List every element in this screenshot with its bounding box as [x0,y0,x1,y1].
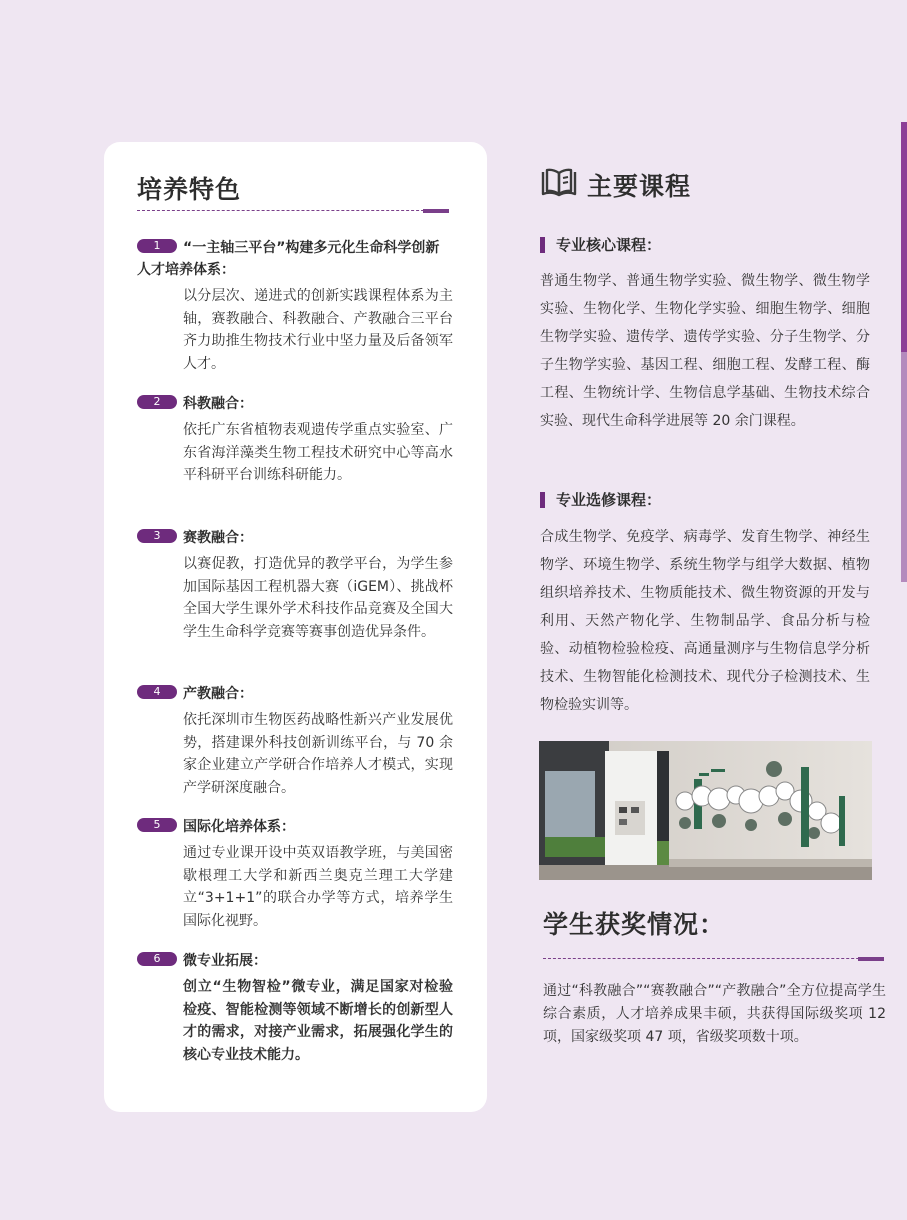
feature-title: 科教融合： [183,396,253,412]
feature-item-1 [137,237,453,375]
feature-body: 以赛促教，打造优异的教学平台，为学生参加国际基因工程机器大赛（iGEM）、挑战杯全国大学生课外学术科技作品竞赛及全国大学生生命科学竞赛等赛事创造优异条件。 [183,556,453,640]
features-title: 培养特色 [137,175,242,204]
feature-title: 国际化培养体系： [183,819,295,835]
feature-number-badge: 1 [137,239,177,253]
edge-accent-bar-top [901,122,907,352]
feature-title: 微专业拓展： [183,953,267,969]
feature-number-badge: 6 [137,952,177,966]
feature-number-badge: 2 [137,395,177,409]
feature-number-badge: 5 [137,818,177,832]
exhibition-hall-photo [539,741,872,880]
edge-accent-bar-bottom [901,352,907,582]
awards-text: 通过“科教融合”“赛教融合”“产教融合”全方位提高学生综合素质，人才培养成果丰硕，共获得国际级奖项 12 项，国家级奖项 47 项，省级奖项数十项。 [543,983,886,1045]
feature-item-5 [137,816,453,932]
feature-number-badge: 3 [137,529,177,543]
elective-courses-heading: 专业选修课程： [540,490,661,510]
awards-title-divider [543,958,884,962]
feature-body: 依托广东省植物表观遗传学重点实验室、广东省海洋藻类生物工程技术研究中心等高水平科研平台训练科研能力。 [183,422,453,483]
core-courses-heading: 专业核心课程： [540,235,661,255]
feature-body: 以分层次、递进式的创新实践课程体系为主轴，赛教融合、科教融合、产教融合三平台齐力助推生物技术行业中坚力量及后备领军人才。 [183,288,453,372]
feature-title: 产教融合： [183,686,253,702]
book-icon [540,167,578,199]
features-card [104,142,487,1112]
exhibition-hall-illustration [539,741,872,880]
feature-title: 赛教融合： [183,530,253,546]
feature-item-6 [137,950,453,1066]
feature-body: 通过专业课开设中英双语教学班，与美国密歇根理工大学和新西兰奥克兰理工大学建立“3+1+1”的联合办学等方式，培养学生国际化视野。 [183,845,453,929]
feature-item-3 [137,527,453,643]
features-title-divider [137,210,449,214]
feature-number-badge: 4 [137,685,177,699]
core-courses-text: 普通生物学、普通生物学实验、微生物学、微生物学实验、生物化学、生物化学实验、细胞生物学、细胞生物学实验、遗传学、遗传学实验、分子生物学、分子生物学实验、基因工程、细胞工程、发酵工程、酶工程、生物统计学、生物信息学基础、生物技术综合实验、现代生命科学进展等 20 余门课程。 [540,273,870,429]
feature-item-4 [137,683,453,799]
feature-title: “一主轴三平台”构建多元化生命科学创新人才培养体系： [137,240,440,278]
feature-body: 创立“生物智检”微专业，满足国家对检验检疫、智能检测等领域不断增长的创新型人才的需求，对接产业需求，拓展强化学生的核心专业技术能力。 [183,979,453,1063]
feature-item-2 [137,393,453,487]
courses-title: 主要课程 [587,172,692,201]
feature-body: 依托深圳市生物医药战略性新兴产业发展优势，搭建课外科技创新训练平台，与 70 余家企业建立产学研合作培养人才模式，实现产学研深度融合。 [183,712,453,796]
elective-courses-text: 合成生物学、免疫学、病毒学、发育生物学、神经生物学、环境生物学、系统生物学与组学大数据、植物组织培养技术、生物质能技术、微生物资源的开发与利用、天然产物化学、生物制品学、食品分析与检验、动植物检验检疫、高通量测序与生物信息学分析技术、生物智能化检测技术、现代分子检测技术、生物检验实训等。 [540,529,870,713]
awards-title: 学生获奖情况： [543,910,726,939]
